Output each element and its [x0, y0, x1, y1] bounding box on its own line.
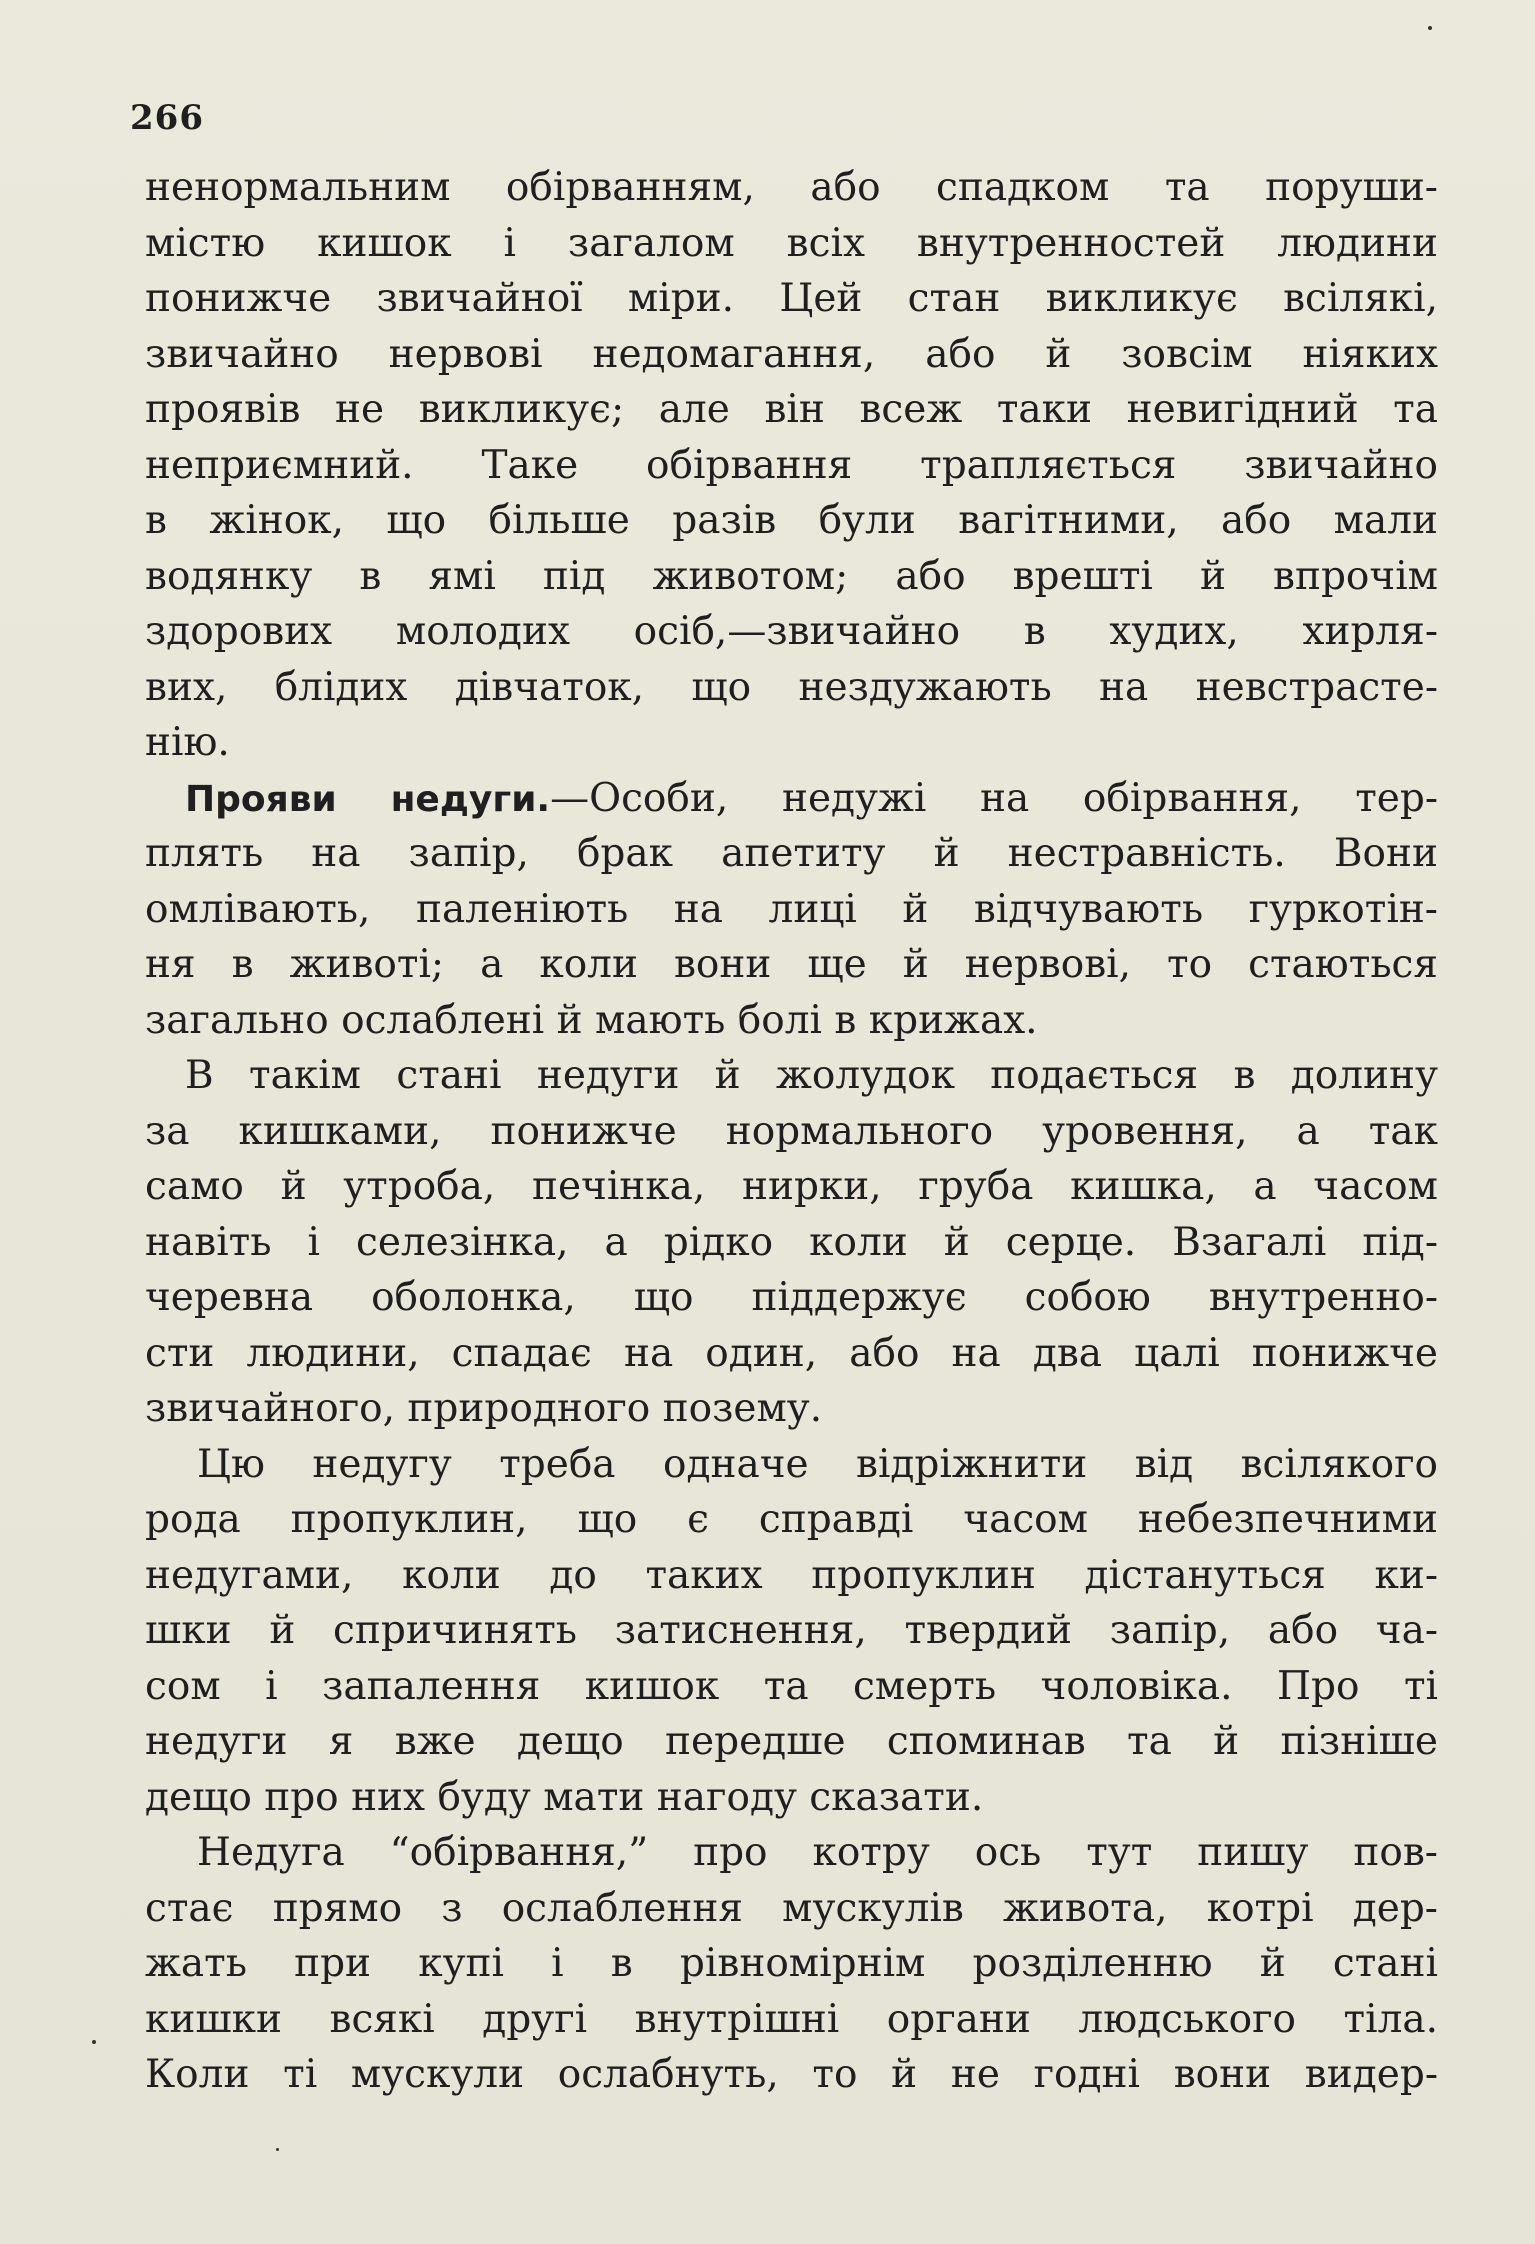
text-line: Цю недугу треба одначе відріжнити від всілякого — [197, 1441, 1438, 1487]
text-line: неприємний. Таке обірвання трапляється звичайно — [145, 442, 1438, 488]
paper-speck — [92, 2040, 96, 2044]
text-line: жать при купі і в рівномірнім розділенню й стані — [145, 1941, 1438, 1986]
text-line: в жінок, що більше разів були вагітними, або мали — [145, 498, 1438, 543]
text-line: ня в животі; а коли вони ще й нервові, то стаються — [145, 942, 1438, 987]
text-line: сти людини, спадає на один, або на два цалі понижче — [145, 1330, 1438, 1376]
text-line: недугами, коли до таких пропуклин дістануться ки- — [145, 1552, 1438, 1598]
text-line: нію. — [145, 720, 230, 765]
paper-speck — [1428, 26, 1432, 30]
text-line: недуги я вже дещо передше споминав та й пізніше — [145, 1719, 1438, 1764]
text-line: шки й спричинять затиснення, твердий запір, або ча- — [145, 1608, 1438, 1653]
text-line: вих, блідих дівчаток, що нездужають на невстрасте- — [145, 664, 1438, 710]
text-line: Коли ті мускули ослабнуть, то й не годні вони видер- — [145, 2052, 1438, 2097]
text-line: само й утроба, печінка, нирки, груба кишка, а часом — [145, 1164, 1438, 1209]
text-line: стає прямо з ослаблення мускулів живота, котрі дер- — [145, 1885, 1438, 1931]
text-line: за кишками, понижче нормального уровення, а так — [145, 1108, 1438, 1154]
text-line: дещо про них буду мати нагоду сказати. — [145, 1774, 984, 1820]
text-line: черевна оболонка, що піддержує собою внутренно- — [145, 1275, 1438, 1320]
text-line: омлівають, паленіють на лиці й відчувають гуркотін- — [145, 886, 1438, 932]
text-line: містю кишок і загалом всіх внутренностей людини — [145, 220, 1438, 266]
text-line: проявів не викликує; але він всеж таки невигідний та — [145, 387, 1438, 432]
section-heading: Прояви недуги. — [185, 778, 551, 820]
text-line: ненормальним обірванням, або спадком та поруши- — [145, 165, 1438, 210]
page-number: 266 — [130, 98, 204, 138]
text-line — [145, 771, 1438, 827]
text-line: звичайного, природного позему. — [145, 1386, 823, 1431]
text-line: кишки всякі другі внутрішні органи людського тіла. — [145, 1996, 1438, 2042]
paper-speck — [276, 2148, 279, 2151]
text-line: водянку в ямі під животом; або врешті й впрочім — [145, 553, 1438, 599]
text-line: загально ослаблені й мають болі в крижах. — [145, 997, 1038, 1043]
text-span: —Особи, недужі на обірвання, тер- — [550, 775, 1438, 821]
text-line: Недуга “обірвання,” про котру ось тут пишу пов- — [197, 1830, 1438, 1875]
body-text — [145, 160, 1438, 2103]
text-line: сом і запалення кишок та смерть чоловіка. Про ті — [145, 1663, 1438, 1709]
text-line: В такім стані недуги й жолудок подається в долину — [185, 1053, 1438, 1098]
text-line: плять на запір, брак апетиту й нестравність. Вони — [145, 831, 1438, 876]
text-line: понижче звичайної міри. Цей стан викликує всілякі, — [145, 276, 1438, 321]
text-line: рода пропуклин, що є справді часом небезпечними — [145, 1497, 1438, 1542]
text-line: навіть і селезінка, а рідко коли й серце. Взагалі під- — [145, 1219, 1438, 1265]
text-line: здорових молодих осіб,—звичайно в худих, хирля- — [145, 609, 1438, 654]
text-line: звичайно нервові недомагання, або й зовсім ніяких — [145, 331, 1438, 377]
